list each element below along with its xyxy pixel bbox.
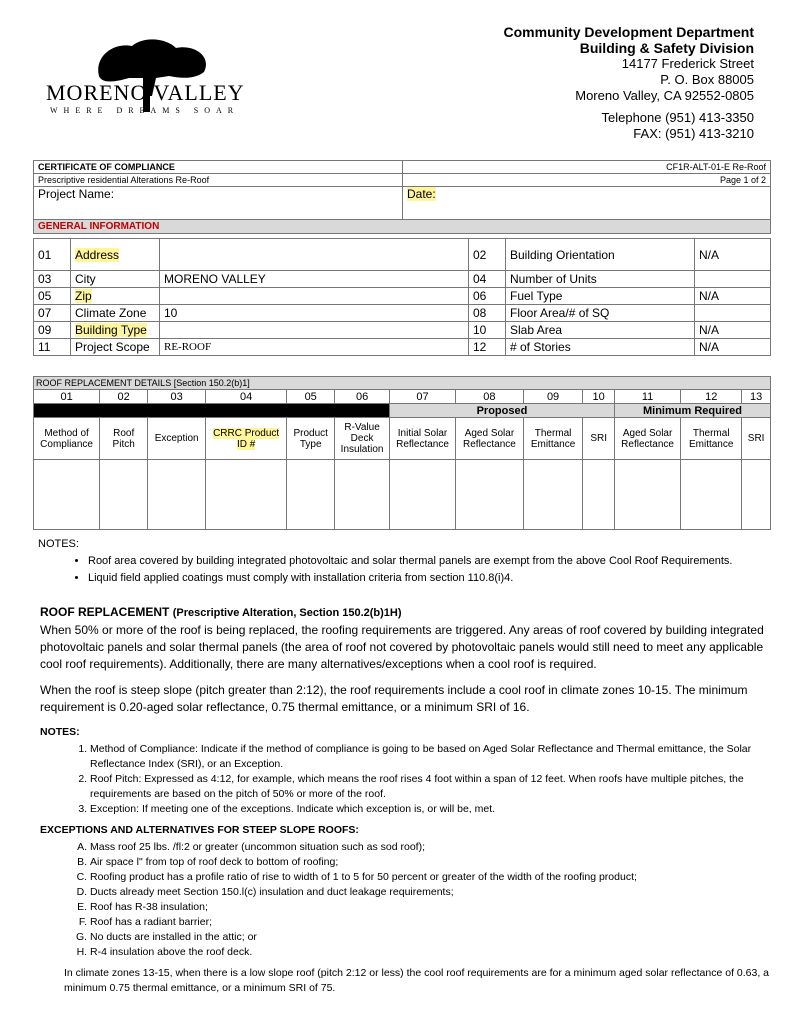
street: 14177 Frederick Street	[621, 56, 754, 71]
field-value[interactable]: N/A	[695, 239, 771, 271]
heading-text: ROOF REPLACEMENT	[40, 605, 170, 619]
exception-item: E. Roof has R-38 insulation;	[90, 900, 770, 915]
project-name-label: Project Name:	[38, 187, 115, 201]
highlighted-header: CRRC Product ID #	[213, 427, 280, 450]
note-item: 3. Exception: If meeting one of the exceptions. Indicate which exception is, or will be, met.	[90, 802, 770, 817]
paragraph: When 50% or more of the roof is being replaced, the roofing requirements are triggered. Any areas of roof covered by building integrated photovoltaic panels and solar thermal panels (the area of roof not covered by photovoltaic panels would still need to meet any applicable cool roof requirements). Additionally, there are many alternatives/exceptions when a cool roof is required.	[40, 623, 764, 671]
field-label	[71, 239, 160, 271]
roof-replacement-section	[40, 604, 770, 996]
notes-label: NOTES:	[40, 726, 80, 738]
field-value[interactable]	[160, 322, 469, 339]
general-info-row	[34, 288, 771, 305]
column-number: 11	[615, 390, 681, 404]
roof-notes	[38, 538, 732, 589]
column-header: SRI	[583, 418, 615, 460]
note-item: 1. Method of Compliance: Indicate if the method of compliance is going to be based on Aged Solar Reflectance and Thermal emittance, the Solar Reflectance Index (SRI), or an Exception.	[90, 742, 770, 772]
general-info-row	[34, 271, 771, 288]
roof-details-title: ROOF REPLACEMENT DETAILS	[36, 378, 172, 388]
highlighted-label: Zip	[75, 289, 92, 303]
general-info-row	[34, 305, 771, 322]
column-number: 02	[100, 390, 148, 404]
fax: FAX: (951) 413-3210	[633, 126, 754, 141]
highlighted-label: Address	[75, 247, 120, 262]
general-info-table	[33, 238, 771, 356]
field-value[interactable]: MORENO VALLEY	[160, 271, 469, 288]
note-item: • Liquid field applied coatings must comply with installation criteria from section 110.8(i)4.	[88, 572, 732, 584]
general-info-row	[34, 339, 771, 356]
logo-text: MORENO VALLEY	[46, 80, 245, 105]
note-item: • Roof area covered by building integrated photovoltaic and solar thermal panels are exempt from the above Cool Roof Requirements.	[88, 555, 732, 567]
entry-cell[interactable]	[148, 460, 206, 530]
column-header: Initial Solar Reflectance	[389, 418, 455, 460]
column-header: Method of Compliance	[34, 418, 100, 460]
roof-details-section: [Section 150.2(b)1]	[173, 378, 250, 388]
field-number: 03	[34, 271, 71, 288]
exception-item: A. Mass roof 25 lbs. /fl:2 or greater (uncommon situation such as sod roof);	[90, 840, 770, 855]
field-label: Number of Units	[506, 271, 695, 288]
field-value[interactable]: N/A	[695, 339, 771, 356]
field-number: 12	[469, 339, 506, 356]
section-heading	[40, 604, 770, 622]
exception-item: F. Roof has a radiant barrier;	[90, 915, 770, 930]
column-number: 05	[287, 390, 335, 404]
field-label: Building Orientation	[506, 239, 695, 271]
dept-name: Community Development Department	[503, 24, 754, 40]
field-value[interactable]: N/A	[695, 288, 771, 305]
column-number: 03	[148, 390, 206, 404]
entry-cell[interactable]	[335, 460, 390, 530]
field-value[interactable]: N/A	[695, 322, 771, 339]
field-value[interactable]: RE-ROOF	[160, 339, 469, 356]
column-header	[206, 418, 287, 460]
column-number: 09	[523, 390, 583, 404]
column-number: 12	[681, 390, 742, 404]
notes-block	[40, 725, 770, 996]
column-header: Thermal Emittance	[681, 418, 742, 460]
column-header: Aged Solar Reflectance	[456, 418, 524, 460]
general-info-heading: GENERAL INFORMATION	[34, 220, 771, 234]
column-number: 07	[389, 390, 455, 404]
field-label: Project Scope	[71, 339, 160, 356]
entry-cell[interactable]	[456, 460, 524, 530]
exception-item: D. Ducts already meet Section 150.l(c) insulation and duct leakage requirements;	[90, 885, 770, 900]
column-header: Thermal Emittance	[523, 418, 583, 460]
column-header: R-Value Deck Insulation	[335, 418, 390, 460]
column-number: 01	[34, 390, 100, 404]
field-value[interactable]: 10	[160, 305, 469, 322]
column-header: Roof Pitch	[100, 418, 148, 460]
city-state: Moreno Valley, CA 92552-0805	[575, 88, 754, 103]
proposed-heading: Proposed	[389, 404, 614, 418]
exception-item: G. No ducts are installed in the attic; or	[90, 930, 770, 945]
entry-cell[interactable]	[389, 460, 455, 530]
division-name: Building & Safety Division	[579, 40, 754, 56]
entry-cell[interactable]	[523, 460, 583, 530]
field-value[interactable]	[160, 239, 469, 271]
closing-paragraph: In climate zones 13-15, when there is a low slope roof (pitch 2:12 or less) the cool roof requirements are for a minimum aged solar reflectance of 0.63, a minimum 0.75 thermal emittance, or a minimum SRI of 75.	[64, 967, 770, 994]
project-name-field[interactable]	[34, 187, 403, 220]
entry-cell[interactable]	[615, 460, 681, 530]
field-number: 11	[34, 339, 71, 356]
form-code: CF1R-ALT-01-E Re-Roof	[403, 161, 771, 174]
page-number: Page 1 of 2	[403, 174, 771, 187]
field-number: 09	[34, 322, 71, 339]
exception-item: B. Air space l" from top of roof deck to bottom of roofing;	[90, 855, 770, 870]
field-number: 05	[34, 288, 71, 305]
general-info-row	[34, 322, 771, 339]
entry-cell[interactable]	[100, 460, 148, 530]
field-label: Slab Area	[506, 322, 695, 339]
min-required-heading: Minimum Required	[615, 404, 771, 418]
field-label: Fuel Type	[506, 288, 695, 305]
notes-label: NOTES:	[38, 538, 79, 550]
field-label	[71, 288, 160, 305]
exceptions-label: EXCEPTIONS AND ALTERNATIVES FOR STEEP SLOPE ROOFS:	[40, 824, 359, 836]
black-bar	[34, 404, 390, 418]
column-number: 13	[742, 390, 771, 404]
field-number: 07	[34, 305, 71, 322]
column-number: 06	[335, 390, 390, 404]
po-box: P. O. Box 88005	[660, 72, 754, 87]
field-number: 04	[469, 271, 506, 288]
entry-cell[interactable]	[681, 460, 742, 530]
field-label: Floor Area/# of SQ	[506, 305, 695, 322]
field-number: 10	[469, 322, 506, 339]
entry-cell[interactable]	[34, 460, 100, 530]
entry-cell[interactable]	[583, 460, 615, 530]
paragraph: When the roof is steep slope (pitch greater than 2:12), the roof requirements include a cool roof in climate zones 10-15. The minimum requirement is 0.20-aged solar reflectance, 0.75 thermal emittance, or a minimum SRI of 16.	[40, 683, 748, 714]
exception-item: C. Roofing product has a profile ratio of rise to width of 1 to 5 for 50 percent or greater of the width of the roofing product;	[90, 870, 770, 885]
entry-cell[interactable]	[742, 460, 771, 530]
heading-sub: (Prescriptive Alteration, Section 150.2(b)1H)	[172, 607, 402, 619]
column-header: Product Type	[287, 418, 335, 460]
field-label: Climate Zone	[71, 305, 160, 322]
field-label: City	[71, 271, 160, 288]
column-header: SRI	[742, 418, 771, 460]
entry-cell[interactable]	[287, 460, 335, 530]
roof-details-heading	[34, 377, 771, 390]
field-value[interactable]	[695, 271, 771, 288]
column-header: Exception	[148, 418, 206, 460]
note-item: 2. Roof Pitch: Expressed as 4:12, for example, which means the roof rises 4 foot within a span of 12 feet. When roofs have multiple pitches, the requirements are based on the pitch of 50% or more of the roof.	[90, 772, 770, 802]
column-number: 08	[456, 390, 524, 404]
field-number: 02	[469, 239, 506, 271]
department-address	[504, 24, 754, 142]
cert-subtitle: Prescriptive residential Alterations Re-Roof	[34, 174, 403, 187]
field-number: 08	[469, 305, 506, 322]
logo-tagline: WHERE DREAMS SOAR	[50, 106, 240, 115]
column-header: Aged Solar Reflectance	[615, 418, 681, 460]
general-info-row	[34, 239, 771, 271]
field-value[interactable]	[160, 288, 469, 305]
certificate-header	[33, 160, 771, 234]
field-number: 01	[34, 239, 71, 271]
cert-title: CERTIFICATE OF COMPLIANCE	[34, 161, 403, 174]
date-label: Date:	[407, 187, 436, 201]
field-label: # of Stories	[506, 339, 695, 356]
column-number: 10	[583, 390, 615, 404]
column-number: 04	[206, 390, 287, 404]
field-value[interactable]	[695, 305, 771, 322]
entry-cell[interactable]	[206, 460, 287, 530]
telephone: Telephone (951) 413-3350	[601, 110, 754, 125]
roof-details-table	[33, 376, 771, 530]
highlighted-label: Building Type	[75, 323, 147, 337]
field-label	[71, 322, 160, 339]
exception-item: H. R-4 insulation above the roof deck.	[90, 945, 770, 960]
field-number: 06	[469, 288, 506, 305]
date-field[interactable]	[403, 187, 771, 220]
